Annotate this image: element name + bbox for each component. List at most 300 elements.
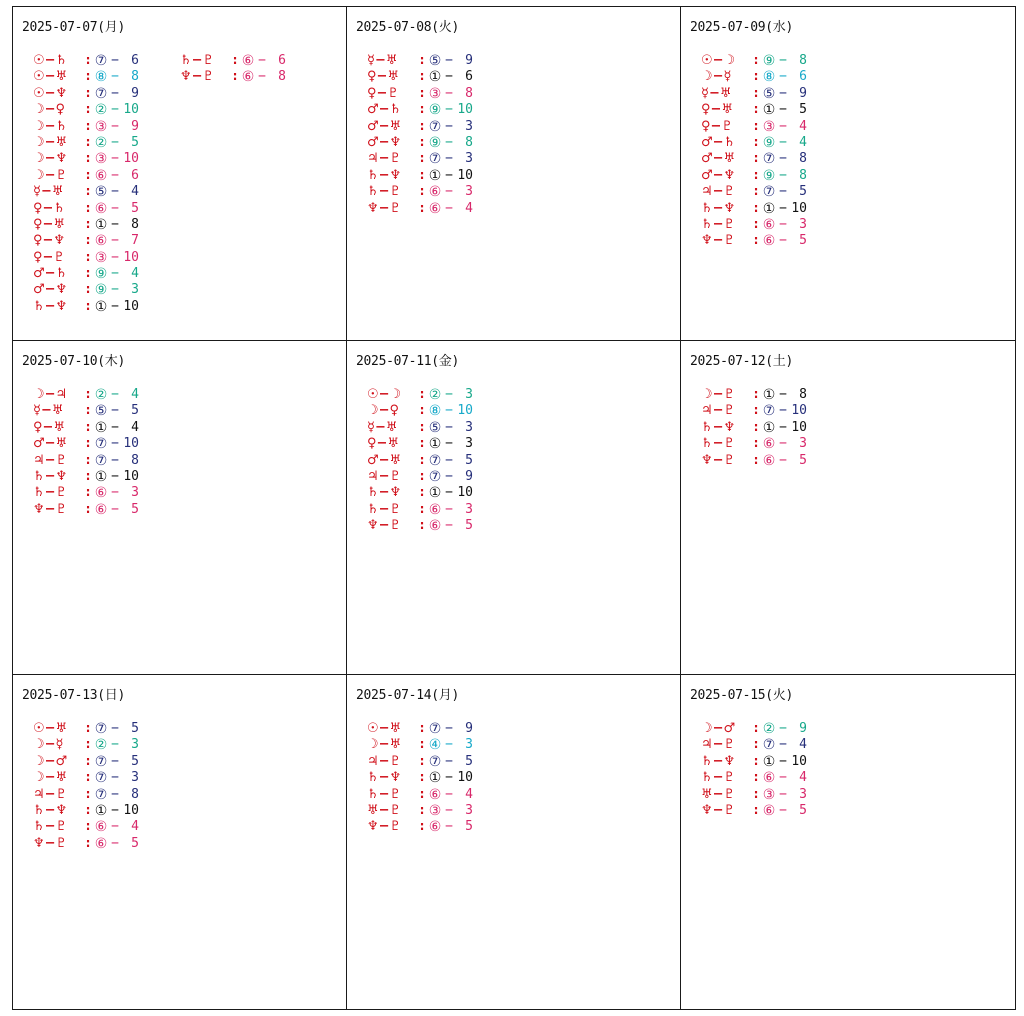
calendar-grid bbox=[12, 6, 1016, 1010]
planet-pair: ♂−♄ bbox=[33, 266, 68, 282]
separator-colon: : bbox=[84, 436, 92, 452]
planet-pair: ♄−♇ bbox=[33, 819, 68, 835]
separator-colon: : bbox=[752, 102, 760, 118]
aspect-row bbox=[701, 387, 807, 403]
aspect-value: 3 bbox=[465, 118, 473, 134]
planet-pair: ♀−♅ bbox=[33, 216, 66, 232]
separator-colon: : bbox=[84, 485, 92, 501]
aspect-value: 8 bbox=[278, 69, 286, 85]
aspect-row bbox=[367, 819, 473, 835]
aspect-value: 10 bbox=[123, 298, 139, 314]
circled-number: ⑦ bbox=[762, 184, 776, 201]
planet-pair: ♆−♇ bbox=[367, 819, 402, 835]
aspect-row bbox=[180, 69, 286, 85]
value-dash: − bbox=[445, 786, 453, 802]
separator-colon: : bbox=[752, 753, 760, 769]
aspect-value: 3 bbox=[465, 151, 473, 167]
circled-number: ② bbox=[94, 102, 108, 119]
aspect-row bbox=[33, 250, 139, 266]
aspect-value: 3 bbox=[465, 387, 473, 402]
value-dash: − bbox=[445, 753, 453, 769]
circled-number: ⑦ bbox=[428, 468, 442, 485]
value-dash: − bbox=[445, 518, 453, 534]
aspect-row bbox=[367, 485, 473, 501]
aspect-value: 10 bbox=[123, 802, 139, 818]
planet-pair: ♄−♇ bbox=[367, 184, 402, 200]
aspect-row bbox=[367, 387, 473, 403]
separator-colon: : bbox=[752, 721, 760, 736]
circled-number: ③ bbox=[94, 118, 108, 135]
value-dash: − bbox=[779, 118, 787, 134]
planet-pair: ♂−♅ bbox=[367, 452, 402, 468]
aspect-value: 4 bbox=[131, 387, 139, 402]
aspect-row bbox=[33, 266, 139, 282]
value-dash: − bbox=[445, 802, 453, 818]
value-dash: − bbox=[111, 819, 119, 835]
aspect-value: 6 bbox=[131, 53, 139, 68]
planet-pair: ♃−♇ bbox=[367, 468, 402, 484]
circled-number: ⑧ bbox=[94, 69, 108, 86]
value-dash: − bbox=[111, 802, 119, 818]
value-dash: − bbox=[779, 721, 787, 736]
day-cell bbox=[681, 341, 1015, 675]
value-dash: − bbox=[445, 501, 453, 517]
planet-pair: ♄−♇ bbox=[367, 501, 402, 517]
aspect-value: 4 bbox=[465, 200, 473, 216]
planet-pair: ☉−♄ bbox=[33, 53, 68, 68]
separator-colon: : bbox=[418, 819, 426, 835]
aspect-value: 4 bbox=[465, 786, 473, 802]
planet-pair: ♆−♇ bbox=[367, 518, 402, 534]
circled-number: ③ bbox=[94, 151, 108, 168]
separator-colon: : bbox=[752, 802, 760, 818]
aspect-row bbox=[33, 282, 139, 298]
planet-pair: ☉−☽ bbox=[701, 53, 736, 68]
planet-pair: ☽−♀ bbox=[33, 102, 66, 118]
aspect-value: 10 bbox=[457, 485, 473, 501]
circled-number: ① bbox=[762, 200, 776, 217]
planet-pair: ♄−♆ bbox=[33, 468, 68, 484]
aspect-row bbox=[367, 403, 473, 419]
aspect-list bbox=[701, 721, 807, 819]
separator-colon: : bbox=[84, 167, 92, 183]
separator-colon: : bbox=[84, 53, 92, 68]
value-dash: − bbox=[779, 85, 787, 101]
planet-pair: ♄−♆ bbox=[367, 770, 402, 786]
planet-pair: ☽−♅ bbox=[33, 770, 68, 786]
planet-pair: ♆−♇ bbox=[701, 802, 736, 818]
circled-number: ① bbox=[428, 770, 442, 787]
aspect-list bbox=[701, 53, 807, 250]
separator-colon: : bbox=[752, 167, 760, 183]
value-dash: − bbox=[111, 282, 119, 298]
circled-number: ⑦ bbox=[762, 151, 776, 168]
circled-number: ⑦ bbox=[94, 721, 108, 737]
separator-colon: : bbox=[84, 69, 92, 85]
planet-pair: ♅−♇ bbox=[701, 786, 736, 802]
separator-colon: : bbox=[84, 298, 92, 314]
aspect-row bbox=[33, 387, 139, 403]
aspect-value: 3 bbox=[799, 436, 807, 452]
value-dash: − bbox=[445, 167, 453, 183]
separator-colon: : bbox=[418, 737, 426, 753]
aspect-row bbox=[33, 469, 139, 485]
aspect-row bbox=[33, 737, 139, 753]
planet-pair: ♄−♆ bbox=[33, 802, 68, 818]
aspect-value: 9 bbox=[131, 85, 139, 101]
circled-number: ⑧ bbox=[762, 69, 776, 86]
planet-pair: ☽−♂ bbox=[33, 753, 68, 769]
circled-number: ⑥ bbox=[94, 835, 108, 852]
circled-number: ③ bbox=[762, 786, 776, 803]
aspect-row bbox=[701, 803, 807, 819]
planet-pair: ☿−♅ bbox=[367, 53, 398, 68]
planet-pair: ☉−♅ bbox=[367, 721, 402, 736]
aspect-row bbox=[33, 803, 139, 819]
separator-colon: : bbox=[418, 468, 426, 484]
planet-pair: ☉−☽ bbox=[367, 387, 402, 402]
value-dash: − bbox=[111, 721, 119, 736]
separator-colon: : bbox=[418, 69, 426, 85]
value-dash: − bbox=[111, 753, 119, 769]
separator-colon: : bbox=[418, 802, 426, 818]
planet-pair: ♃−♇ bbox=[367, 151, 402, 167]
aspect-row bbox=[367, 803, 473, 819]
separator-colon: : bbox=[84, 802, 92, 818]
value-dash: − bbox=[779, 770, 787, 786]
circled-number: ⑦ bbox=[428, 151, 442, 168]
aspect-row bbox=[701, 770, 807, 786]
circled-number: ⑥ bbox=[762, 770, 776, 787]
aspect-value: 4 bbox=[799, 118, 807, 134]
value-dash: − bbox=[111, 737, 119, 753]
separator-colon: : bbox=[418, 518, 426, 534]
circled-number: ① bbox=[94, 298, 108, 315]
day-cell bbox=[13, 341, 347, 675]
separator-colon: : bbox=[418, 200, 426, 216]
aspect-row bbox=[33, 485, 139, 501]
circled-number: ⑤ bbox=[94, 184, 108, 201]
separator-colon: : bbox=[752, 134, 760, 150]
separator-colon: : bbox=[84, 419, 92, 435]
circled-number: ⑦ bbox=[94, 753, 108, 770]
aspect-row bbox=[367, 168, 473, 184]
day-cell bbox=[681, 675, 1015, 1009]
planet-pair: ♀−♇ bbox=[701, 118, 734, 134]
circled-number: ① bbox=[94, 419, 108, 436]
circled-number: ⑥ bbox=[428, 200, 442, 217]
separator-colon: : bbox=[84, 249, 92, 265]
separator-colon: : bbox=[84, 282, 92, 298]
aspect-row bbox=[33, 502, 139, 518]
value-dash: − bbox=[111, 134, 119, 150]
day-cell bbox=[681, 7, 1015, 341]
separator-colon: : bbox=[418, 167, 426, 183]
aspect-row bbox=[701, 420, 807, 436]
aspect-row bbox=[180, 53, 286, 69]
day-cell bbox=[347, 675, 681, 1009]
circled-number: ⑦ bbox=[762, 737, 776, 754]
value-dash: − bbox=[111, 200, 119, 216]
separator-colon: : bbox=[84, 753, 92, 769]
aspect-value: 8 bbox=[131, 452, 139, 468]
aspect-value: 10 bbox=[123, 436, 139, 452]
planet-pair: ♂−♅ bbox=[367, 118, 402, 134]
planet-pair: ♂−♅ bbox=[33, 436, 68, 452]
planet-pair: ♄−♆ bbox=[367, 167, 402, 183]
value-dash: − bbox=[111, 786, 119, 802]
separator-colon: : bbox=[84, 403, 92, 419]
value-dash: − bbox=[111, 167, 119, 183]
value-dash: − bbox=[111, 770, 119, 786]
aspect-value: 6 bbox=[131, 167, 139, 183]
aspect-value: 5 bbox=[131, 753, 139, 769]
planet-pair: ☽−♄ bbox=[33, 118, 68, 134]
aspect-value: 10 bbox=[457, 167, 473, 183]
aspect-value: 8 bbox=[465, 134, 473, 150]
planet-pair: ♄−♇ bbox=[33, 485, 68, 501]
aspect-row bbox=[701, 453, 807, 469]
aspect-row bbox=[33, 119, 139, 135]
aspect-row bbox=[33, 436, 139, 452]
aspect-value: 3 bbox=[465, 436, 473, 452]
circled-number: ⑦ bbox=[94, 452, 108, 469]
day-date: 2025-07-11(金) bbox=[356, 354, 460, 369]
aspect-row bbox=[33, 787, 139, 803]
separator-colon: : bbox=[752, 69, 760, 85]
aspect-row bbox=[33, 86, 139, 102]
aspect-value: 6 bbox=[799, 69, 807, 85]
planet-pair: ♃−♇ bbox=[701, 737, 736, 753]
separator-colon: : bbox=[752, 85, 760, 101]
circled-number: ② bbox=[762, 721, 776, 737]
value-dash: − bbox=[445, 485, 453, 501]
circled-number: ⑨ bbox=[428, 134, 442, 151]
aspect-row bbox=[367, 135, 473, 151]
aspect-row bbox=[701, 737, 807, 753]
circled-number: ⑥ bbox=[762, 802, 776, 819]
planet-pair: ♀−♅ bbox=[701, 102, 734, 118]
aspect-value: 5 bbox=[465, 518, 473, 534]
value-dash: − bbox=[445, 468, 453, 484]
planet-pair: ♄−♇ bbox=[701, 770, 736, 786]
separator-colon: : bbox=[752, 770, 760, 786]
aspect-row bbox=[33, 453, 139, 469]
value-dash: − bbox=[111, 468, 119, 484]
aspect-row bbox=[701, 168, 807, 184]
aspect-row bbox=[701, 721, 807, 737]
planet-pair: ☽−♅ bbox=[33, 134, 68, 150]
planet-pair: ☉−♆ bbox=[33, 85, 68, 101]
planet-pair: ♃−♇ bbox=[33, 452, 68, 468]
planet-pair: ☿−♅ bbox=[33, 403, 64, 419]
planet-pair: ♄−♆ bbox=[701, 419, 736, 435]
value-dash: − bbox=[111, 69, 119, 85]
planet-pair: ☽−☿ bbox=[701, 69, 732, 85]
value-dash: − bbox=[258, 69, 266, 85]
aspect-list bbox=[701, 387, 807, 469]
value-dash: − bbox=[445, 819, 453, 835]
aspect-row bbox=[33, 53, 139, 69]
value-dash: − bbox=[111, 403, 119, 419]
aspect-value: 9 bbox=[799, 85, 807, 101]
aspect-value: 5 bbox=[465, 753, 473, 769]
aspect-row bbox=[33, 69, 139, 85]
separator-colon: : bbox=[418, 452, 426, 468]
separator-colon: : bbox=[84, 387, 92, 402]
separator-colon: : bbox=[84, 835, 92, 851]
separator-colon: : bbox=[752, 387, 760, 402]
separator-colon: : bbox=[418, 753, 426, 769]
planet-pair: ☉−♅ bbox=[33, 721, 68, 736]
aspect-value: 10 bbox=[123, 468, 139, 484]
aspect-value: 4 bbox=[131, 819, 139, 835]
circled-number: ⑦ bbox=[428, 753, 442, 770]
value-dash: − bbox=[779, 151, 787, 167]
planet-pair: ♆−♇ bbox=[701, 233, 736, 249]
value-dash: − bbox=[445, 85, 453, 101]
aspect-row bbox=[33, 836, 139, 852]
separator-colon: : bbox=[418, 419, 426, 435]
separator-colon: : bbox=[752, 452, 760, 468]
value-dash: − bbox=[779, 69, 787, 85]
circled-number: ① bbox=[762, 753, 776, 770]
circled-number: ① bbox=[428, 167, 442, 184]
separator-colon: : bbox=[84, 721, 92, 736]
aspect-row bbox=[701, 135, 807, 151]
circled-number: ⑦ bbox=[94, 770, 108, 787]
planet-pair: ☽−♂ bbox=[701, 721, 736, 736]
separator-colon: : bbox=[418, 85, 426, 101]
aspect-row bbox=[701, 119, 807, 135]
circled-number: ⑥ bbox=[428, 786, 442, 803]
value-dash: − bbox=[445, 387, 453, 402]
aspect-value: 8 bbox=[799, 53, 807, 68]
separator-colon: : bbox=[84, 819, 92, 835]
planet-pair: ♂−♄ bbox=[367, 102, 402, 118]
aspect-value: 3 bbox=[131, 737, 139, 753]
aspect-value: 5 bbox=[131, 721, 139, 736]
separator-colon: : bbox=[752, 216, 760, 232]
aspect-value: 8 bbox=[131, 786, 139, 802]
value-dash: − bbox=[445, 436, 453, 452]
planet-pair: ♃−♇ bbox=[367, 753, 402, 769]
aspect-value: 3 bbox=[465, 737, 473, 753]
circled-number: ⑦ bbox=[94, 85, 108, 102]
aspect-value: 5 bbox=[131, 403, 139, 419]
planet-pair: ♆−♇ bbox=[180, 69, 215, 85]
value-dash: − bbox=[111, 419, 119, 435]
day-date: 2025-07-08(火) bbox=[356, 20, 460, 35]
value-dash: − bbox=[445, 69, 453, 85]
aspect-value: 9 bbox=[465, 721, 473, 736]
planet-pair: ♃−♇ bbox=[701, 184, 736, 200]
circled-number: ⑦ bbox=[94, 436, 108, 453]
aspect-row bbox=[701, 201, 807, 217]
separator-colon: : bbox=[418, 184, 426, 200]
value-dash: − bbox=[445, 151, 453, 167]
aspect-row bbox=[367, 119, 473, 135]
circled-number: ⑤ bbox=[428, 53, 442, 69]
circled-number: ⑥ bbox=[241, 53, 255, 69]
separator-colon: : bbox=[418, 485, 426, 501]
value-dash: − bbox=[111, 452, 119, 468]
aspect-row bbox=[33, 819, 139, 835]
value-dash: − bbox=[445, 200, 453, 216]
separator-colon: : bbox=[752, 419, 760, 435]
aspect-value: 3 bbox=[799, 786, 807, 802]
aspect-row bbox=[367, 184, 473, 200]
circled-number: ① bbox=[428, 485, 442, 502]
planet-pair: ♄−♇ bbox=[180, 53, 215, 68]
aspect-value: 4 bbox=[799, 770, 807, 786]
value-dash: − bbox=[779, 387, 787, 402]
separator-colon: : bbox=[84, 452, 92, 468]
separator-colon: : bbox=[418, 134, 426, 150]
value-dash: − bbox=[779, 753, 787, 769]
separator-colon: : bbox=[84, 216, 92, 232]
value-dash: − bbox=[445, 118, 453, 134]
planet-pair: ☿−♅ bbox=[33, 184, 64, 200]
aspect-value: 10 bbox=[791, 419, 807, 435]
separator-colon: : bbox=[752, 118, 760, 134]
aspect-value: 9 bbox=[465, 468, 473, 484]
aspect-value: 5 bbox=[465, 452, 473, 468]
circled-number: ② bbox=[94, 737, 108, 754]
aspect-value: 10 bbox=[791, 200, 807, 216]
planet-pair: ☉−♅ bbox=[33, 69, 68, 85]
separator-colon: : bbox=[418, 436, 426, 452]
separator-colon: : bbox=[418, 403, 426, 419]
aspect-value: 5 bbox=[799, 184, 807, 200]
aspect-list bbox=[33, 53, 139, 315]
aspect-value: 9 bbox=[799, 721, 807, 736]
aspect-value: 5 bbox=[131, 501, 139, 517]
aspect-value: 8 bbox=[799, 167, 807, 183]
separator-colon: : bbox=[418, 118, 426, 134]
planet-pair: ☿−♅ bbox=[367, 419, 398, 435]
aspect-row bbox=[701, 102, 807, 118]
aspect-value: 10 bbox=[457, 102, 473, 118]
planet-pair: ♃−♇ bbox=[701, 403, 736, 419]
aspect-row bbox=[33, 184, 139, 200]
aspect-row bbox=[33, 102, 139, 118]
circled-number: ⑥ bbox=[94, 485, 108, 502]
circled-number: ③ bbox=[428, 85, 442, 102]
value-dash: − bbox=[111, 184, 119, 200]
aspect-list bbox=[33, 387, 139, 518]
aspect-value: 3 bbox=[131, 282, 139, 298]
aspect-value: 6 bbox=[278, 53, 286, 68]
aspect-value: 8 bbox=[131, 69, 139, 85]
aspect-row bbox=[33, 201, 139, 217]
separator-colon: : bbox=[752, 737, 760, 753]
planet-pair: ♂−♆ bbox=[33, 282, 68, 298]
circled-number: ① bbox=[94, 468, 108, 485]
aspect-row bbox=[367, 53, 473, 69]
separator-colon: : bbox=[752, 436, 760, 452]
planet-pair: ♄−♆ bbox=[367, 485, 402, 501]
circled-number: ⑤ bbox=[428, 419, 442, 436]
circled-number: ⑨ bbox=[428, 102, 442, 119]
circled-number: ⑦ bbox=[428, 721, 442, 737]
aspect-row bbox=[33, 168, 139, 184]
value-dash: − bbox=[445, 737, 453, 753]
value-dash: − bbox=[111, 436, 119, 452]
planet-pair: ♂−♄ bbox=[701, 134, 736, 150]
planet-pair: ☽−♇ bbox=[33, 167, 68, 183]
separator-colon: : bbox=[84, 786, 92, 802]
